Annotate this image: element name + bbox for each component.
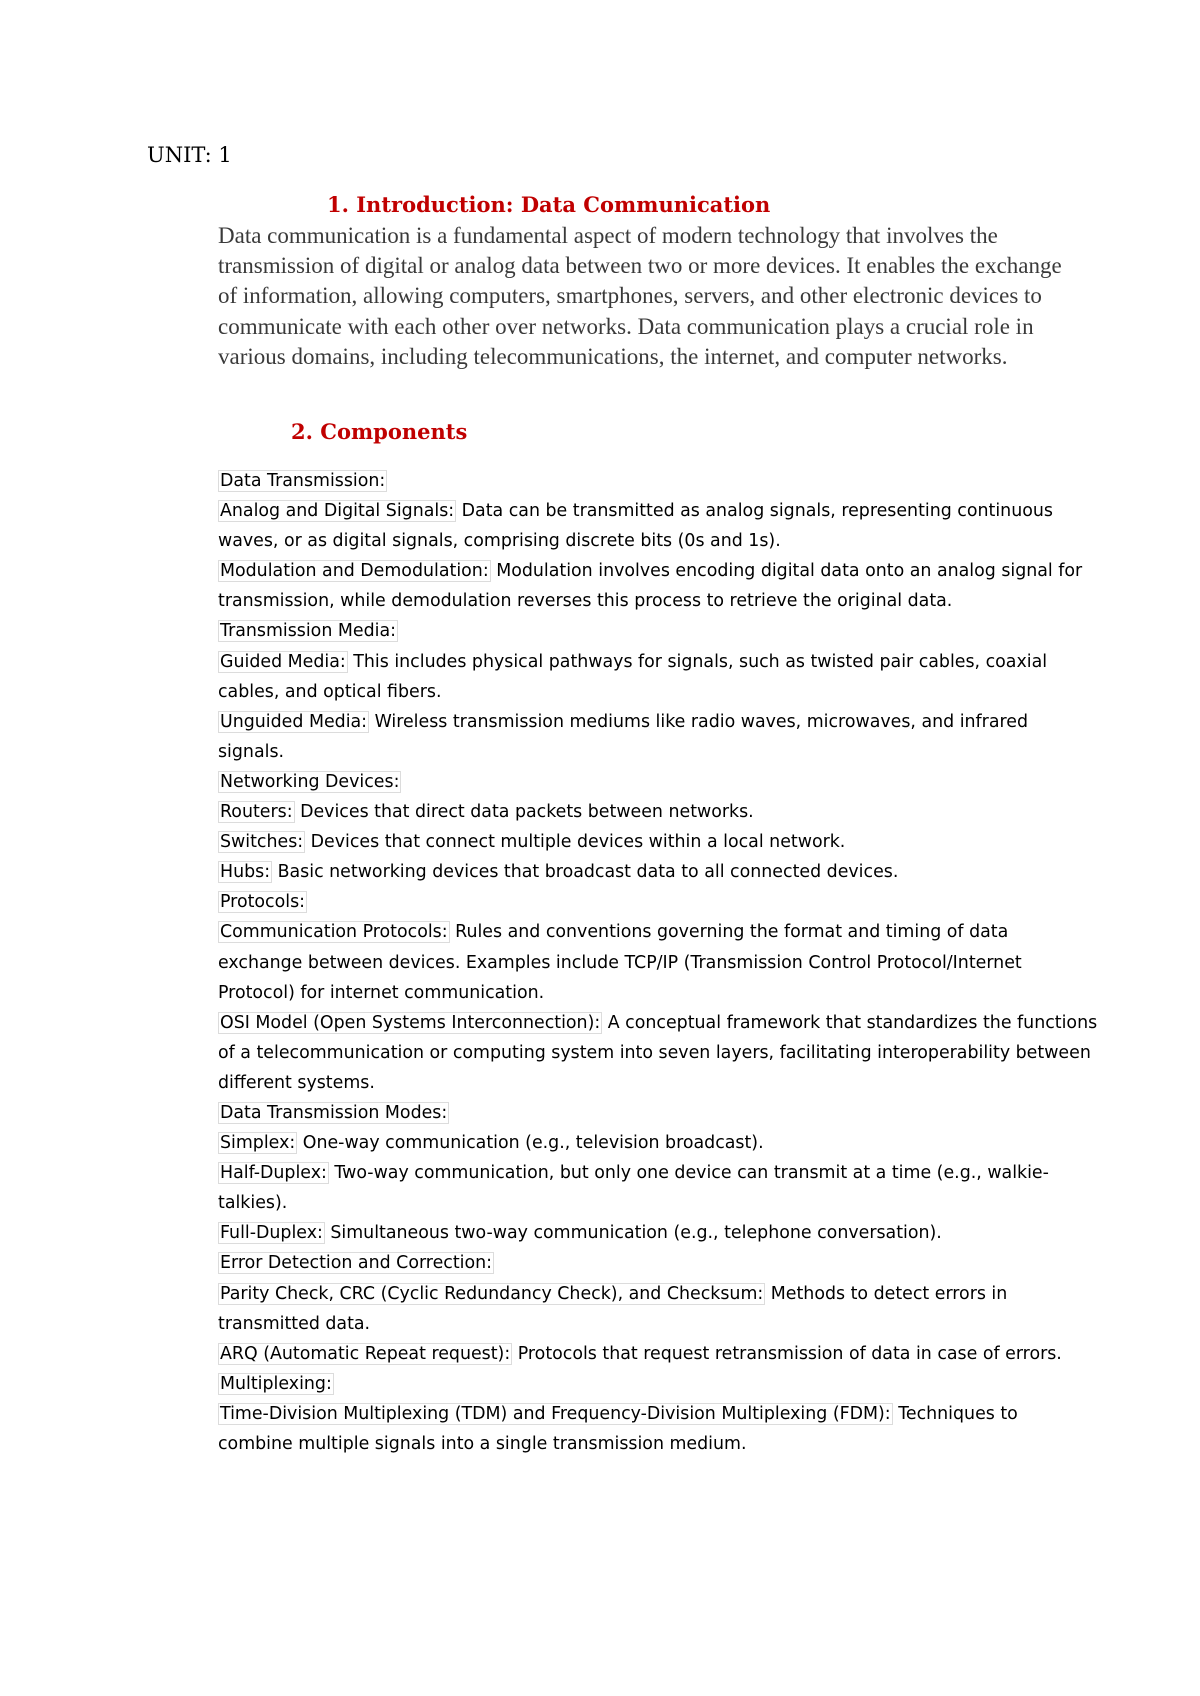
component-term: Analog and Digital Signals: xyxy=(220,501,455,522)
component-description: Two-way communication, but only one device can transmit at a time (e.g., walkie-talkies). xyxy=(218,1163,1049,1214)
component-entry xyxy=(218,887,1098,917)
component-term: Hubs: xyxy=(220,862,271,883)
component-description: Devices that connect multiple devices within a local network. xyxy=(305,832,846,853)
component-entry xyxy=(218,1158,1098,1218)
component-term: Networking Devices: xyxy=(220,771,400,792)
component-description: This includes physical pathways for signals, such as twisted pair cables, coaxial cables, and optical fibers. xyxy=(218,651,1048,702)
component-entry xyxy=(218,616,1098,646)
component-description: Data can be transmitted as analog signals, representing continuous waves, or as digital signals, comprising discrete bits (0s and 1s). xyxy=(218,501,1053,552)
component-term: Parity Check, CRC (Cyclic Redundancy Check), and Checksum: xyxy=(220,1283,764,1304)
component-term: Time-Division Multiplexing (TDM) and Frequency-Division Multiplexing (FDM): xyxy=(220,1403,891,1424)
section-heading-components: 2. Components xyxy=(291,419,468,444)
component-term: Guided Media: xyxy=(220,651,346,672)
component-entry xyxy=(218,797,1098,827)
introduction-paragraph: Data communication is a fundamental aspect of modern technology that involves the transmission of digital or analog data between two or more devices. It enables the exchange of information, allowing computers, smartphones, servers, and other electronic devices to communicate with each other over networks. Data communication plays a crucial role in various domains, including telecommunications, the internet, and computer networks. xyxy=(218,223,1062,369)
component-entry xyxy=(218,1399,1098,1459)
component-term: Data Transmission: xyxy=(220,471,386,491)
component-term: OSI Model (Open Systems Interconnection): xyxy=(220,1012,601,1033)
component-term: Routers: xyxy=(220,802,293,823)
component-term: Switches: xyxy=(220,832,304,853)
component-entry xyxy=(218,556,1098,616)
component-term: Error Detection and Correction: xyxy=(220,1253,492,1274)
component-term: Transmission Media: xyxy=(220,621,396,642)
component-term: Multiplexing: xyxy=(220,1373,332,1394)
component-entry xyxy=(218,1098,1098,1128)
component-entry xyxy=(218,1218,1098,1248)
component-description: Devices that direct data packets between networks. xyxy=(294,802,754,823)
component-term: ARQ (Automatic Repeat request): xyxy=(220,1343,511,1364)
component-entry xyxy=(218,1369,1098,1399)
component-entry xyxy=(218,1248,1098,1278)
component-description: Modulation involves encoding digital data onto an analog signal for transmission, while demodulation reverses this process to retrieve the original data. xyxy=(218,561,1083,612)
component-term: Communication Protocols: xyxy=(220,922,448,943)
component-description: Rules and conventions governing the format and timing of data exchange between devices. Examples include TCP/IP (Transmission Control Protocol/Internet Protocol) for internet communication. xyxy=(218,922,1022,1003)
component-entry xyxy=(218,707,1098,767)
component-term: Simplex: xyxy=(220,1133,296,1154)
unit-title: UNIT: 1 xyxy=(147,143,232,167)
component-description: Simultaneous two-way communication (e.g., telephone conversation). xyxy=(324,1223,942,1244)
component-term: Protocols: xyxy=(220,892,305,913)
component-description: One-way communication (e.g., television broadcast). xyxy=(297,1133,764,1154)
component-term: Unguided Media: xyxy=(220,711,368,732)
component-description: Basic networking devices that broadcast data to all connected devices. xyxy=(272,862,899,883)
component-description: Protocols that request retransmission of data in case of errors. xyxy=(512,1343,1062,1364)
component-entry xyxy=(218,1128,1098,1158)
component-entry xyxy=(218,1339,1098,1369)
component-description: Techniques to combine multiple signals into a single transmission medium. xyxy=(218,1403,1018,1454)
component-entry xyxy=(218,917,1098,1007)
components-list xyxy=(218,466,1098,1459)
component-entry xyxy=(218,827,1098,857)
component-term: Half-Duplex: xyxy=(220,1163,327,1184)
component-term: Full-Duplex: xyxy=(220,1223,323,1244)
component-entry xyxy=(218,1008,1098,1098)
component-entry xyxy=(218,857,1098,887)
component-description: Wireless transmission mediums like radio waves, microwaves, and infrared signals. xyxy=(218,711,1028,762)
component-entry xyxy=(218,466,1098,496)
component-term: Modulation and Demodulation: xyxy=(220,561,489,582)
section-heading-introduction: 1. Introduction: Data Communication xyxy=(327,192,771,217)
component-term: Data Transmission Modes: xyxy=(220,1102,448,1123)
component-entry xyxy=(218,496,1098,556)
component-entry xyxy=(218,767,1098,797)
component-description: A conceptual framework that standardizes the functions of a telecommunication or computing system into seven layers, facilitating interoperability between different systems. xyxy=(218,1012,1098,1093)
component-entry xyxy=(218,647,1098,707)
component-description: Methods to detect errors in transmitted data. xyxy=(218,1283,1008,1334)
component-entry xyxy=(218,1279,1098,1339)
